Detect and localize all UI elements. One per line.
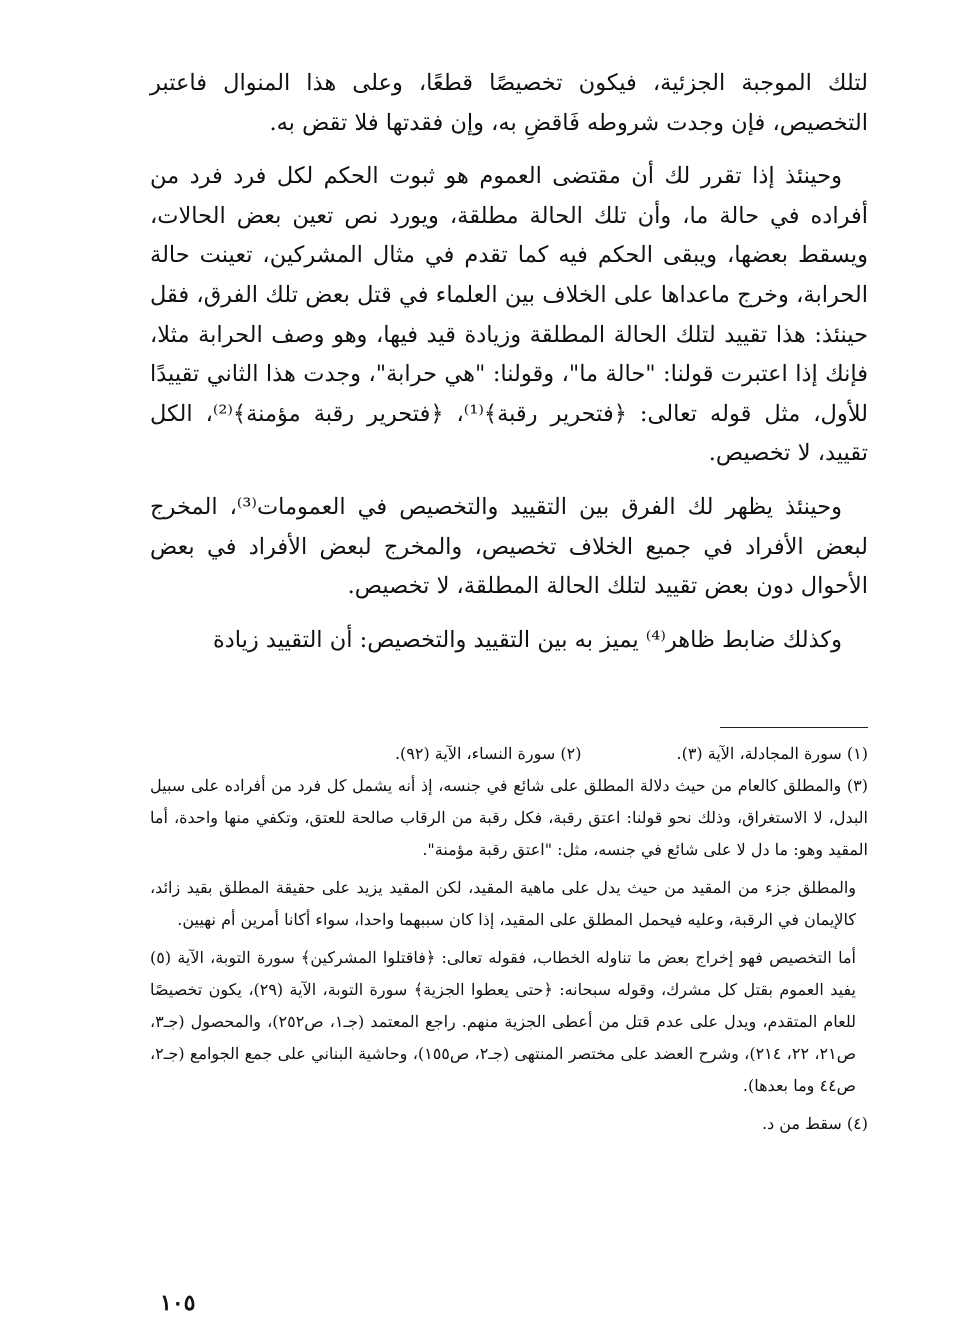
footnote-3-part-2: والمطلق جزء من المقيد من حيث يدل على ماهية المقيد، لكن المقيد يزيد على حقيقة المطلق بقيد زائد، كالإيمان في الرقبة، وعليه فيحمل المطلق على المقيد، إذا كان سببهما واحدا، سواء أكانا أمرين أم نهيين.: [150, 878, 856, 929]
footnote-3-part-1: (٣) والمطلق كالعام من حيث دلالة المطلق على شائع في جنسه، إذ أنه يشمل كل فرد من أفراده على سبيل البدل، لا الاستغراق، وذلك نحو قولنا: اعتق رقبة، فكل رقبة من الرقاب صالحة للعتق، وتكفي منها واحدة، أما المقيد وهو: ما دل لا على شائع في جنسه، مثل: "اعتق رقبة مؤمنة".: [150, 776, 868, 859]
paragraph-1: لتلك الموجبة الجزئية، فيكون تخصيصًا قطعًا، وعلى هذا المنوال فاعتبر التخصيص، فإن وجدت شروطه فَاقضِ به، وإن فقدتها فلا تقض به.: [150, 70, 868, 136]
footnote-1: (١) سورة المجادلة، الآية (٣).: [676, 744, 868, 763]
footnote-3-part-3: أما التخصيص فهو إخراج بعض ما تناوله الخطاب، فقوله تعالى: ﴿فاقتلوا المشركين﴾ سورة التوبة، الآية (٥) يفيد العموم بقتل كل مشرك، وقوله سبحانه: ﴿حتى يعطوا الجزية﴾ سورة التوبة، الآية (٢٩)، يكون تخصيصًا للعام المتقدم، ويدل على عدم قتل من أعطى الجزية منهم. راجع المعتمد (جـ١، ص٢٥٢)، والمحصول (جـ٣، ص٢١، ٢٢، ٢١٤)، وشرح العضد على مختصر المنتهى (جـ٢، ص١٥٥)، وحاشية البناني على جمع الجوامع (جـ٢، ص٤٤ وما بعدها).: [150, 948, 857, 1095]
footnote-row-1-2: [150, 738, 868, 770]
footnotes: [150, 738, 868, 1146]
footnote-divider: [720, 727, 868, 728]
page-number: ١٠٥: [160, 1290, 196, 1316]
footnote-2: (٢) سورة النساء، الآية (٩٢).: [394, 744, 582, 763]
footnote-4: (٤) سقط من د.: [762, 1114, 868, 1133]
paragraph-4: وكذلك ضابط ظاهر⁽⁴⁾ يميز به بين التقييد والتخصيص: أن التقييد زيادة: [212, 626, 842, 653]
main-text: [150, 64, 868, 674]
paragraph-2: وحينئذ إذا تقرر لك أن مقتضى العموم هو ثبوت الحكم لكل فرد فرد من أفراده في حالة ما، وأن تلك الحالة مطلقة، ويورد نص تعين بعض الحالات، ويسقط بعضها، ويبقى الحكم فيه كما تقدم في مثال المشركين، تعينت حالة الحرابة، وخرج ماعداها على الخلاف بين العلماء في قتل بعض تلك الفرق، فقل حينئذ: هذا تقييد لتلك الحالة المطلقة وزيادة قيد فيها، وهو وصف الحرابة مثلا، فإنك إذا اعتبرت قولنا: "حالة ما"، وقولنا: "هي حرابة"، وجدت هذا الثاني تقييدًا للأول، مثل قوله تعالى: ﴿فتحرير رقبة﴾⁽¹⁾، ﴿فتحرير رقبة مؤمنة﴾⁽²⁾، الكل تقييد، لا تخصيص.: [150, 163, 869, 467]
paragraph-3: وحينئذ يظهر لك الفرق بين التقييد والتخصيص في العمومات⁽³⁾، المخرج لبعض الأفراد في جميع الخلاف تخصيص، والمخرج لبعض الأفراد في بعض الأحوال دون بعض تقييد لتلك الحالة المطلقة، لا تخصيص.: [150, 493, 868, 600]
